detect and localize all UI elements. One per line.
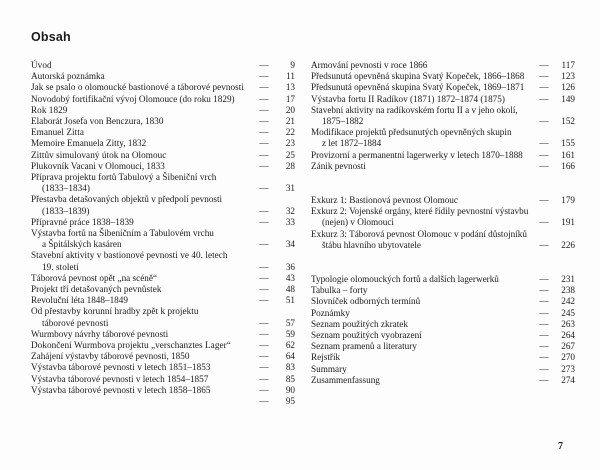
- toc-entry-title: [31, 362, 253, 373]
- toc-entry: [311, 82, 575, 93]
- toc-entry-title: [31, 127, 253, 138]
- toc-entry-dash: —: [259, 261, 269, 272]
- toc-entry-title: [31, 351, 253, 362]
- toc-entry-dash: —: [539, 116, 549, 127]
- toc-entry-page: 274: [561, 374, 575, 385]
- toc-entry-page: 242: [561, 296, 575, 307]
- toc-entry: [31, 396, 295, 407]
- toc-entry-dash: —: [539, 374, 549, 385]
- toc-entry-title-line: Wurmbovy návrhy táborové pevnosti: [31, 328, 169, 339]
- toc-entry-title-line: (1833–1834): [42, 183, 91, 194]
- toc-entry: [311, 150, 575, 161]
- toc-entry: [311, 319, 575, 330]
- toc-entry-title: [311, 352, 533, 363]
- toc-entry-title-line: táborové pevnosti: [42, 317, 109, 328]
- toc-entry: [311, 127, 575, 149]
- toc-entry-title-line: Stavební aktivity na radíkovském fortu II a v jeho okolí,: [311, 104, 518, 115]
- toc-entry-page: 51: [285, 295, 295, 306]
- toc-entry-title-line: Zahájení výstavby táborové pevnosti, 1850: [31, 351, 190, 362]
- toc-entry-dash: —: [539, 307, 549, 318]
- toc-entry: [31, 351, 295, 362]
- toc-entry-title-line: Seznam použitých zkratek: [311, 318, 408, 329]
- toc-entry-title-line: Emanuel Zitta: [31, 127, 84, 138]
- toc-entry-dash: —: [259, 93, 269, 104]
- toc-entry-title: [311, 195, 533, 206]
- toc-entry-title: [311, 364, 533, 375]
- toc-entry-title-line: Seznam použitých vyobrazení: [311, 330, 422, 341]
- toc-entry: [311, 375, 575, 386]
- toc-entry-title-line: Novodobý fortifikační vývoj Olomouce (do roku 1829): [31, 93, 235, 104]
- toc-entry-page: 13: [285, 82, 295, 93]
- toc-entry-dash: —: [539, 285, 549, 296]
- toc-entry-dash: —: [259, 362, 269, 373]
- toc-entry-dash: —: [539, 341, 549, 352]
- toc-entry-page: 126: [561, 82, 575, 93]
- toc-entry-title: [311, 296, 533, 307]
- toc-entry: [31, 94, 295, 105]
- toc-entry-dash: —: [539, 138, 549, 149]
- toc-entry-title-line: Příprava projektu fortů Tabulový a Šibeniční vrch: [31, 172, 217, 183]
- toc-entry-dash: —: [259, 295, 269, 306]
- toc-entry: [31, 127, 295, 138]
- toc-entry-title-line: Modifikace projektů předsunutých opevněných skupin: [311, 127, 512, 138]
- toc-entry-page: 57: [285, 317, 295, 328]
- toc-entry-dash: —: [259, 127, 269, 138]
- toc-entry: [31, 150, 295, 161]
- toc-entry-page: 270: [561, 352, 575, 363]
- toc-entry-title: [311, 127, 533, 149]
- toc-entry-title: [31, 250, 253, 272]
- toc-entry: [311, 229, 575, 251]
- toc-entry: [31, 340, 295, 351]
- toc-entry-page: 48: [285, 284, 295, 295]
- toc-entry-page: 62: [285, 340, 295, 351]
- toc-entry-page: 34: [285, 239, 295, 250]
- toc-entry-dash: —: [539, 93, 549, 104]
- toc-entry-title: [311, 71, 533, 82]
- toc-entry-title-line: Exkurz 2: Vojenské orgány, které řídily pevnostní výstavbu: [311, 206, 529, 217]
- toc-entry-title: [31, 105, 253, 116]
- toc-entry-title: [311, 341, 533, 352]
- toc-entry-page: 64: [285, 351, 295, 362]
- toc-entry-title: [311, 82, 533, 93]
- toc-entry: [31, 172, 295, 194]
- toc-entry-title-line: Stavební aktivity v bastionové pevnosti ve 40. letech: [31, 250, 228, 261]
- toc-entry-dash: —: [539, 330, 549, 341]
- toc-entry: [311, 94, 575, 105]
- toc-entry-dash: —: [259, 60, 269, 70]
- toc-entry: [311, 364, 575, 375]
- toc-entry-title: [31, 374, 253, 385]
- toc-entry-title-line: Exkurz 3: Táborová pevnost Olomouc v podání důstojníků: [311, 228, 527, 239]
- toc-entry-title: [31, 60, 253, 71]
- toc-entry-page: 32: [285, 205, 295, 216]
- toc-entry-title-line: Tabulka – forty: [311, 285, 368, 296]
- toc-entry-title-line: Zusammenfassung: [311, 374, 380, 385]
- toc-entry-title-line: Výstavba fortu II Radíkov (1871) 1872–1874 (1875): [311, 93, 505, 104]
- toc-entry-page: 95: [285, 396, 295, 407]
- toc-entry-title: [31, 82, 253, 93]
- toc-entry-page: 59: [285, 328, 295, 339]
- toc-entry-dash: —: [539, 149, 549, 160]
- toc-entry-title: [31, 71, 253, 82]
- toc-entry-page: 179: [561, 195, 575, 206]
- toc-entry: [311, 308, 575, 319]
- toc-entry-dash: —: [539, 296, 549, 307]
- toc-entry: [31, 295, 295, 306]
- toc-entry-page: 28: [285, 160, 295, 171]
- toc-entry-title: [311, 105, 533, 127]
- toc-entry-title-line: Poznámky: [311, 307, 350, 318]
- toc-entry-title: [311, 330, 533, 341]
- toc-entry: [311, 195, 575, 206]
- toc-entry-dash: —: [259, 396, 269, 407]
- toc-entry-title-line: Summary: [311, 363, 347, 374]
- toc-entry-page: 22: [285, 127, 295, 138]
- toc-entry-title: [31, 295, 253, 306]
- toc-entry-title-line: Předsunutá opevněná skupina Svatý Kopeček, 1866–1868: [311, 71, 525, 82]
- toc-entry-dash: —: [259, 373, 269, 384]
- toc-entry: [31, 138, 295, 149]
- toc-entry-page: 155: [561, 138, 575, 149]
- toc-entry-title-line: štábu hlavního ubytovatele: [322, 239, 421, 250]
- toc-entry-page: 245: [561, 307, 575, 318]
- toc-entry-dash: —: [259, 160, 269, 171]
- toc-entry-title: [31, 306, 253, 328]
- toc-entry: [31, 116, 295, 127]
- toc-entry-page: 166: [561, 160, 575, 171]
- toc-right-column: [311, 60, 575, 386]
- toc-entry: [31, 362, 295, 373]
- toc-entry: [311, 60, 575, 71]
- toc-entry-title-line: Rejstřík: [311, 352, 341, 363]
- toc-entry-dash: —: [259, 71, 269, 82]
- toc-entry-title-line: Rok 1829: [31, 104, 68, 115]
- toc-entry-title: [31, 161, 253, 172]
- toc-entry-title-line: Exkurz 1: Bastionová pevnost Olomouc: [311, 195, 458, 206]
- toc-entry-page: 149: [561, 93, 575, 104]
- toc-entry-dash: —: [539, 82, 549, 93]
- toc-entry-title: [311, 375, 533, 386]
- toc-entry: [31, 273, 295, 284]
- toc-entry-title: [311, 319, 533, 330]
- toc-entry-title: [311, 274, 533, 285]
- toc-entry-dash: —: [259, 183, 269, 194]
- toc-entry-dash: —: [539, 318, 549, 329]
- toc-entry-title-line: Výstavba táborové pevnosti v letech 1854–1857: [31, 373, 209, 384]
- toc-entry-dash: —: [259, 340, 269, 351]
- toc-entry-title-line: Memoire Emanuela Zitty, 1832: [31, 138, 147, 149]
- toc-entry-title-line: a Špitálských kasáren: [42, 239, 122, 250]
- toc-entry: [31, 250, 295, 272]
- toc-entry-page: 273: [561, 363, 575, 374]
- toc-entry: [311, 206, 575, 228]
- toc-entry-title: [31, 194, 253, 216]
- toc-entry-title-line: Revoluční léta 1848–1849: [31, 295, 128, 306]
- toc-entry-title-line: Zittův simulovaný útok na Olomouc: [31, 149, 167, 160]
- toc-entry: [31, 71, 295, 82]
- toc-entry-title: [311, 229, 533, 251]
- toc-entry-page: 83: [285, 362, 295, 373]
- toc-entry-title-line: Předsunutá opevněná skupina Svatý Kopeček, 1869–1871: [311, 82, 525, 93]
- toc-entry-title-line: (1833–1839): [42, 205, 90, 216]
- toc-entry-title: [31, 228, 253, 250]
- toc-entry: [311, 330, 575, 341]
- toc-entry-title-line: Úvod: [31, 60, 52, 70]
- toc-entry-page: 36: [285, 261, 295, 272]
- toc-entry: [31, 60, 295, 71]
- toc-entry: [311, 274, 575, 285]
- toc-entry-page: 264: [561, 330, 575, 341]
- toc-entry-page: 191: [561, 217, 575, 228]
- toc-entry-dash: —: [259, 317, 269, 328]
- toc-entry-page: 43: [285, 272, 295, 283]
- toc-entry: [31, 161, 295, 172]
- toc-entry-page: 11: [286, 71, 295, 82]
- toc-entry: [311, 296, 575, 307]
- toc-entry-page: 152: [561, 116, 575, 127]
- toc-entry-title-line: Přípravné práce 1838–1839: [31, 216, 134, 227]
- toc-entry-title-line: Výstavba táborové pevnosti v letech 1858–1865: [31, 384, 211, 395]
- toc-entry-title-line: Projekt tří detašovaných pevnůstek: [31, 284, 162, 295]
- toc-entry-page: 85: [285, 373, 295, 384]
- toc-entry-page: 31: [285, 183, 295, 194]
- toc-entry: [311, 352, 575, 363]
- toc-entry-dash: —: [539, 160, 549, 171]
- toc-entry-page: 231: [561, 274, 575, 285]
- toc-entry-dash: —: [539, 71, 549, 82]
- toc-entry-dash: —: [539, 217, 549, 228]
- toc-entry-title: [311, 94, 533, 105]
- toc-entry-title-line: Plukovník Vacani v Olomouci, 1833: [31, 160, 165, 171]
- toc-entry: [31, 228, 295, 250]
- toc-entry-title: [31, 273, 253, 284]
- toc-entry-title-line: Dokončení Wurmbova projektu „verschanztes Lager“: [31, 340, 231, 351]
- toc-entry-page: 33: [285, 216, 295, 227]
- toc-entry-dash: —: [539, 195, 549, 206]
- toc-entry-title-line: z let 1872–1884: [322, 138, 382, 149]
- toc-entry: [31, 385, 295, 396]
- toc-left-column: [31, 60, 295, 407]
- toc-group-gap: [311, 251, 575, 274]
- toc-entry: [31, 329, 295, 340]
- toc-entry-title-line: 19. století: [42, 261, 79, 272]
- toc-entry-dash: —: [259, 116, 269, 127]
- toc-entry-dash: —: [259, 272, 269, 283]
- toc-entry-page: 117: [561, 60, 575, 70]
- toc-entry-page: 263: [561, 318, 575, 329]
- toc-entry-title: [311, 285, 533, 296]
- toc-entry: [31, 374, 295, 385]
- toc-entry-dash: —: [259, 351, 269, 362]
- page-number: 7: [558, 441, 563, 452]
- toc-entry-dash: —: [259, 239, 269, 250]
- toc-entry-title: [311, 206, 533, 228]
- toc-entry-page: 226: [561, 239, 575, 250]
- toc-entry-dash: —: [259, 82, 269, 93]
- toc-entry-title: [31, 217, 253, 228]
- toc-entry-title: [31, 116, 253, 127]
- toc-entry-title: [311, 308, 533, 319]
- toc-entry-title: [31, 150, 253, 161]
- toc-entry-title: [31, 284, 253, 295]
- toc-entry: [31, 217, 295, 228]
- toc-entry-title: [31, 385, 253, 396]
- toc-entry-title: [31, 329, 253, 340]
- toc-entry-title: [31, 172, 253, 194]
- toc-entry-page: 90: [285, 384, 295, 395]
- toc-entry: [31, 284, 295, 295]
- toc-entry: [31, 105, 295, 116]
- toc-entry-dash: —: [539, 352, 549, 363]
- toc-entry-dash: —: [259, 138, 269, 149]
- toc-entry-title-line: Přestavba detašovaných objektů v předpolí pevnosti: [31, 194, 223, 205]
- toc-entry-title: [311, 150, 533, 161]
- toc-entry-dash: —: [259, 216, 269, 227]
- toc-entry-page: 161: [561, 149, 575, 160]
- toc-entry-dash: —: [539, 239, 549, 250]
- toc-entry-title-line: Výstavba fortů na Šibeničním a Tabulovém vrchu: [31, 228, 214, 239]
- toc-entry-title-line: Jak se psalo o olomoucké bastionové a táborové pevnosti: [31, 82, 244, 93]
- toc-entry-page: 20: [285, 104, 295, 115]
- toc-entry-dash: —: [259, 205, 269, 216]
- toc-entry-page: 238: [561, 285, 575, 296]
- toc-entry: [31, 306, 295, 328]
- toc-entry: [311, 161, 575, 172]
- toc-entry-dash: —: [539, 274, 549, 285]
- toc-entry-title-line: Armování pevnosti v roce 1866: [311, 60, 428, 70]
- toc-entry-title-line: Táborová pevnost opět „na scéně“: [31, 272, 158, 283]
- toc-entry-title: [31, 94, 253, 105]
- toc-entry-dash: —: [259, 328, 269, 339]
- toc-entry-dash: —: [539, 60, 549, 70]
- toc-entry-page: 267: [561, 341, 575, 352]
- toc-entry-title: [311, 60, 533, 71]
- toc-entry: [311, 285, 575, 296]
- toc-entry-page: 9: [290, 60, 295, 70]
- toc-entry-dash: —: [259, 284, 269, 295]
- toc-entry-title-line: Provizorní a permanentní lagerwerky v letech 1870–1888: [311, 149, 523, 160]
- toc-entry-dash: —: [259, 104, 269, 115]
- toc-entry-title-line: Výstavba táborové pevnosti v letech 1851–1853: [31, 362, 211, 373]
- toc-entry-title-line: Autorská poznámka: [31, 71, 105, 82]
- toc-entry-title: [31, 340, 253, 351]
- toc-group-gap: [311, 172, 575, 195]
- toc-entry: [311, 105, 575, 127]
- toc-entry-page: 23: [285, 138, 295, 149]
- toc-entry-page: 17: [285, 93, 295, 104]
- toc-entry-title-line: 1875–1882: [322, 116, 364, 127]
- toc-entry-title-line: Elaborát Josefa von Benczura, 1830: [31, 116, 164, 127]
- contents-heading: Obsah: [31, 30, 71, 44]
- toc-entry: [311, 71, 575, 82]
- toc-entry: [31, 82, 295, 93]
- toc-entry-title-line: Zánik pevnosti: [311, 160, 366, 171]
- toc-entry-title-line: Od přestavby korunní hradby zpět k projektu: [31, 306, 199, 317]
- toc-entry: [31, 194, 295, 216]
- toc-entry-title-line: Slovníček odborných termínů: [311, 296, 421, 307]
- toc-entry-dash: —: [259, 384, 269, 395]
- toc-entry-page: 25: [285, 149, 295, 160]
- toc-entry-title: [31, 138, 253, 149]
- toc-entry-page: 123: [561, 71, 575, 82]
- toc-entry-page: 21: [285, 116, 295, 127]
- toc-entry-dash: —: [259, 149, 269, 160]
- toc-entry-dash: —: [539, 363, 549, 374]
- toc-entry-title-line: Typologie olomouckých fortů a dalších lagerwerků: [311, 274, 499, 285]
- toc-entry-title-line: Seznam pramenů a literatury: [311, 341, 417, 352]
- toc-entry: [311, 341, 575, 352]
- toc-entry-title-line: (nejen) v Olomouci: [322, 217, 394, 228]
- toc-entry-title: [311, 161, 533, 172]
